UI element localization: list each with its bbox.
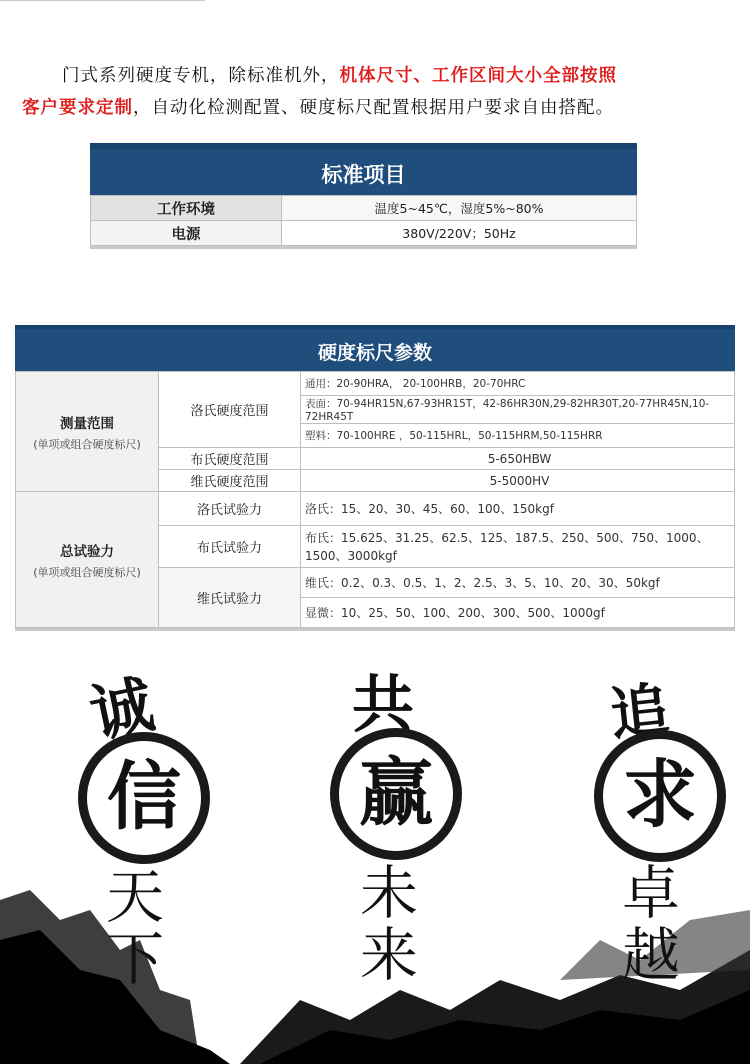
- table-row: [16, 492, 735, 526]
- rockwell-range-line: 通用：20-90HRA， 20-100HRB，20-70HRC: [301, 372, 735, 396]
- vickers-range-label: 维氏硬度范围: [159, 470, 301, 492]
- group-subtitle: (单项或组合硬度标尺): [33, 565, 141, 579]
- standard-items-title: 标准项目: [90, 143, 637, 195]
- rockwell-range-line: 塑料：70-100HRE ，50-115HRL，50-115HRM,50-115HRR: [301, 424, 735, 448]
- table-row: [91, 221, 637, 246]
- intro-highlight: 客户要求定制: [22, 98, 133, 118]
- vickers-force-label: 维氏试验力: [159, 568, 301, 628]
- row-value: 温度5~45℃，湿度5%~80%: [282, 196, 637, 221]
- table-row: [16, 372, 735, 396]
- rockwell-range-line: 表面：70-94HR15N,67-93HR15T，42-86HR30N,29-82HR30T,20-77HR45N,10-72HR45T: [301, 396, 735, 424]
- total-force-group: [16, 492, 159, 628]
- brinell-range-value: 5-650HBW: [301, 448, 735, 470]
- hardness-scale-table: [15, 325, 735, 631]
- hardness-scale-title: 硬度标尺参数: [15, 325, 735, 371]
- measure-range-group: [16, 372, 159, 492]
- intro-highlight: 机体尺寸、工作区间大小全部按照: [339, 66, 617, 86]
- row-key: 工作环境: [91, 196, 282, 221]
- calligraphy-circle-char: 信: [78, 732, 210, 864]
- row-key: 电源: [91, 221, 282, 246]
- calligraphy-bottom-char: 未: [359, 859, 418, 927]
- micro-force-value: 显微：10、25、50、100、200、300、500、1000gf: [301, 598, 735, 628]
- calligraphy-top-char: 追: [607, 675, 672, 749]
- calligraphy-bottom-char: 卓: [621, 859, 680, 927]
- rockwell-force-label: 洛氏试验力: [159, 492, 301, 526]
- brinell-range-label: 布氏硬度范围: [159, 448, 301, 470]
- row-value: 380V/220V；50Hz: [282, 221, 637, 246]
- rockwell-range-label: 洛氏硬度范围: [159, 372, 301, 448]
- vickers-force-value: 维氏：0.2、0.3、0.5、1、2、2.5、3、5、10、20、30、50kgf: [301, 568, 735, 598]
- intro-paragraph: [22, 60, 732, 124]
- calligraphy-bottom-char: 下: [105, 925, 164, 993]
- calligraphy-circle-char: 赢: [330, 728, 462, 860]
- standard-items-table: [90, 143, 637, 249]
- calligraphy-top-char: 共: [352, 668, 415, 741]
- intro-text: ，自动化检测配置、硬度标尺配置根据用户要求自由搭配。: [133, 98, 614, 118]
- group-title: 总试验力: [60, 543, 114, 560]
- calligraphy-circle-char: 求: [594, 730, 726, 862]
- calligraphy-bottom-char: 来: [359, 921, 418, 989]
- group-subtitle: (单项或组合硬度标尺): [33, 437, 141, 451]
- group-title: 测量范围: [60, 415, 114, 432]
- calligraphy-top-char: 诚: [84, 667, 160, 752]
- vickers-range-value: 5-5000HV: [301, 470, 735, 492]
- rockwell-force-value: 洛氏：15、20、30、45、60、100、150kgf: [301, 492, 735, 526]
- calligraphy-bottom-char: 天: [105, 863, 164, 931]
- top-divider: [0, 0, 205, 1]
- brinell-force-label: 布氏试验力: [159, 526, 301, 568]
- intro-text: 门式系列硬度专机，除标准机外，: [62, 66, 340, 86]
- brinell-force-value: 布氏：15.625、31.25、62.5、125、187.5、250、500、750、1000、1500、3000kgf: [301, 526, 735, 568]
- calligraphy-bottom-char: 越: [621, 921, 680, 989]
